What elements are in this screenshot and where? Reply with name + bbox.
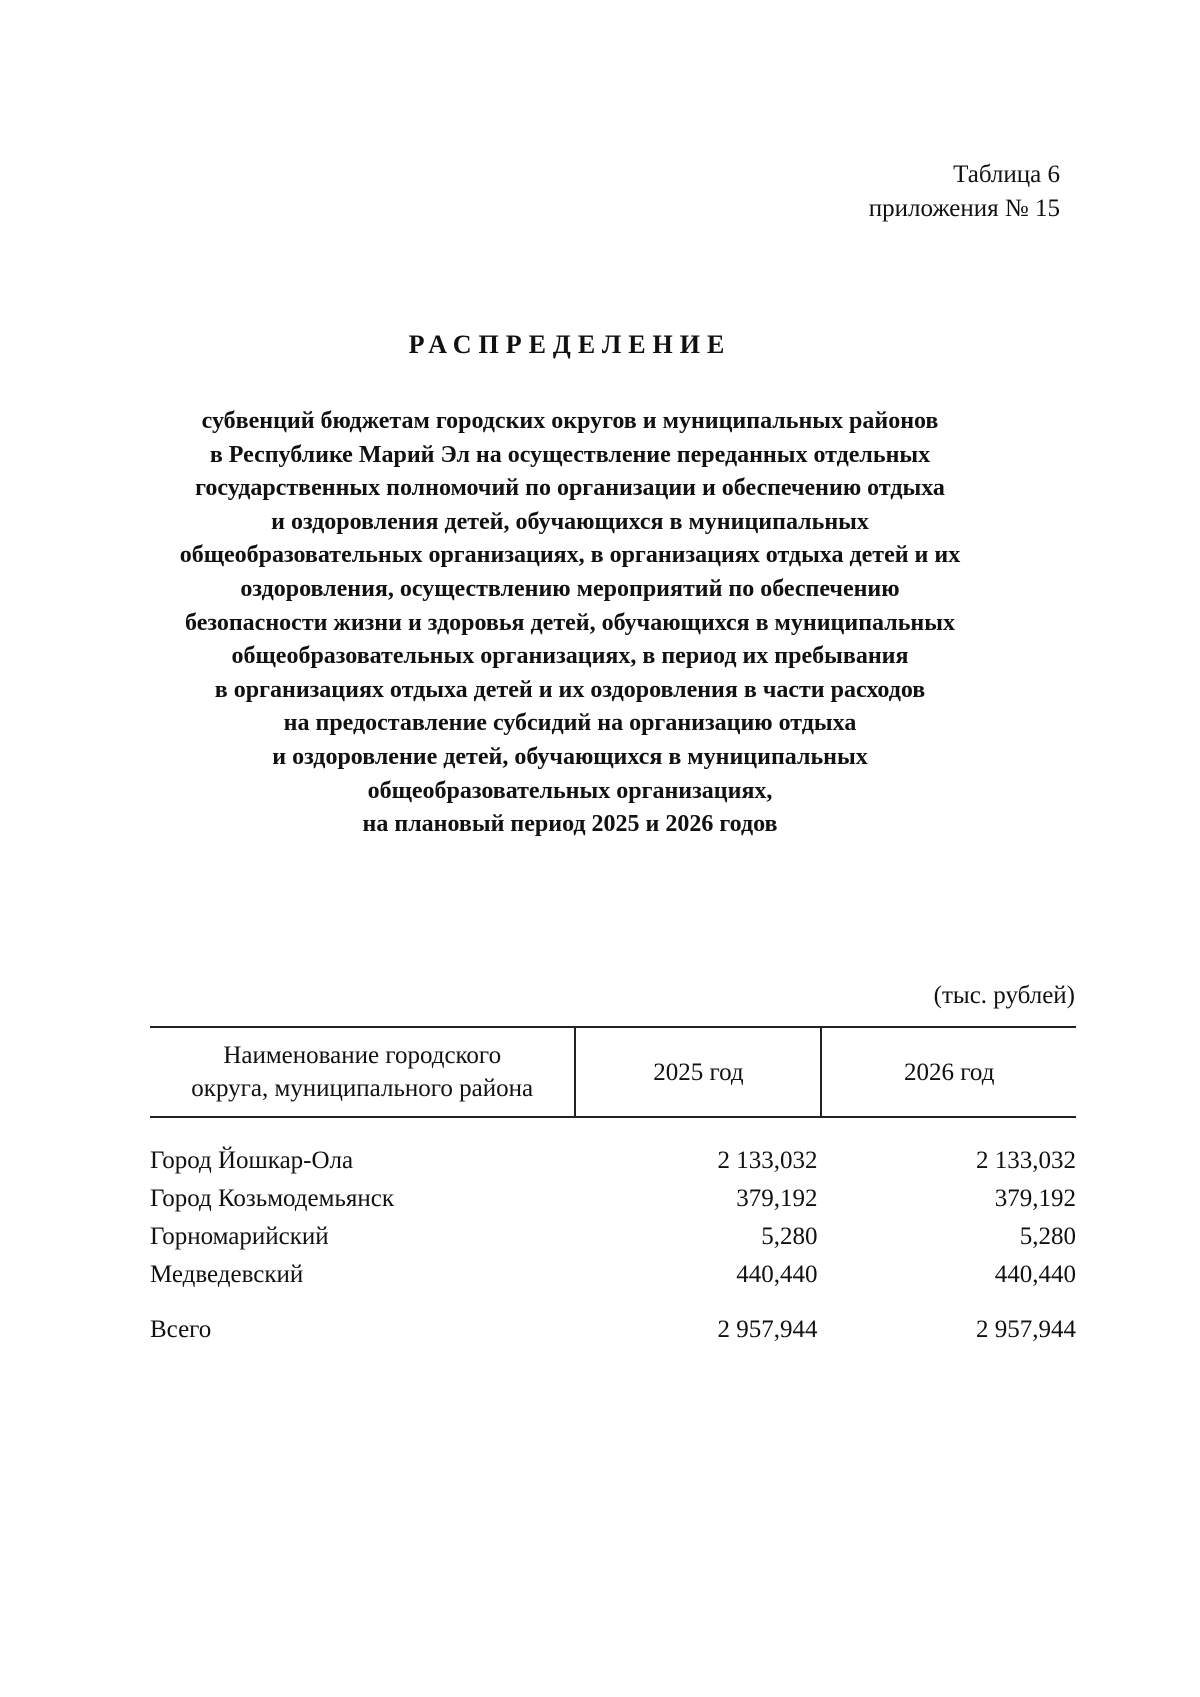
row-value-2025: 440,440 [736, 1261, 818, 1288]
header-name-line: Наименование городского [223, 1042, 502, 1069]
document-subtitle [100, 405, 1040, 842]
header-year-2025: 2025 год [575, 1027, 821, 1117]
document-heading: РАСПРЕДЕЛЕНИЕ [408, 330, 732, 359]
table-spacer [150, 1117, 1076, 1142]
row-value-2025: 2 133,032 [717, 1147, 818, 1174]
subtitle-line: общеобразовательных организациях, в организациях отдыха детей и их [179, 542, 961, 569]
subtitle-line: безопасности жизни и здоровья детей, обучающихся в муниципальных [185, 609, 955, 636]
total-value-2025: 2 957,944 [717, 1316, 818, 1343]
table-row [150, 1256, 1076, 1294]
header-name [150, 1027, 575, 1117]
row-value-2026: 2 133,032 [976, 1147, 1076, 1174]
subtitle-line: в организациях отдыха детей и их оздоровления в части расходов [214, 676, 926, 703]
subtitle-line: общеобразовательных организациях, [367, 777, 773, 804]
distribution-table [150, 1026, 1076, 1346]
units-label: (тыс. рублей) [933, 982, 1075, 1009]
table-row [150, 1142, 1076, 1180]
subtitle-line: субвенций бюджетам городских округов и муниципальных районов [201, 408, 939, 434]
subtitle-line: на предоставление субсидий на организацию отдыха [283, 710, 857, 737]
row-value-2026: 440,440 [994, 1261, 1076, 1288]
subtitle-line: в Республике Марий Эл на осуществление переданных отдельных [209, 441, 931, 468]
row-value-2025: 379,192 [736, 1185, 818, 1212]
total-value-2026: 2 957,944 [976, 1316, 1076, 1343]
subtitle-line: общеобразовательных организациях, в период их пребывания [231, 643, 909, 670]
header-year-2026: 2026 год [821, 1027, 1076, 1117]
subtitle-line: на плановый период 2025 и 2026 годов [362, 811, 778, 838]
row-name: Город Йошкар-Ола [150, 1147, 354, 1174]
row-name: Город Козьмодемьянск [150, 1185, 394, 1212]
subtitle-line: оздоровления, осуществлению мероприятий по обеспечению [240, 575, 900, 602]
row-value-2026: 5,280 [1019, 1223, 1076, 1250]
appendix-number: приложения № 15 [868, 195, 1060, 222]
subtitle-line: и оздоровление детей, обучающихся в муниципальных [272, 743, 868, 770]
table-reference [869, 158, 1060, 226]
header-name-line: округа, муниципального района [191, 1075, 534, 1102]
subtitle-line: и оздоровления детей, обучающихся в муниципальных [271, 508, 869, 535]
table-header-row [150, 1027, 1076, 1117]
total-label: Всего [150, 1316, 212, 1343]
row-name: Медведевский [150, 1261, 304, 1288]
row-value-2025: 5,280 [761, 1223, 818, 1250]
row-value-2026: 379,192 [994, 1185, 1076, 1212]
table-row [150, 1180, 1076, 1218]
row-name: Горномарийский [150, 1223, 329, 1250]
subtitle-line: государственных полномочий по организации и обеспечению отдыха [195, 475, 945, 502]
table-number: Таблица 6 [953, 161, 1060, 188]
table-total-row [150, 1294, 1076, 1346]
table-row [150, 1218, 1076, 1256]
